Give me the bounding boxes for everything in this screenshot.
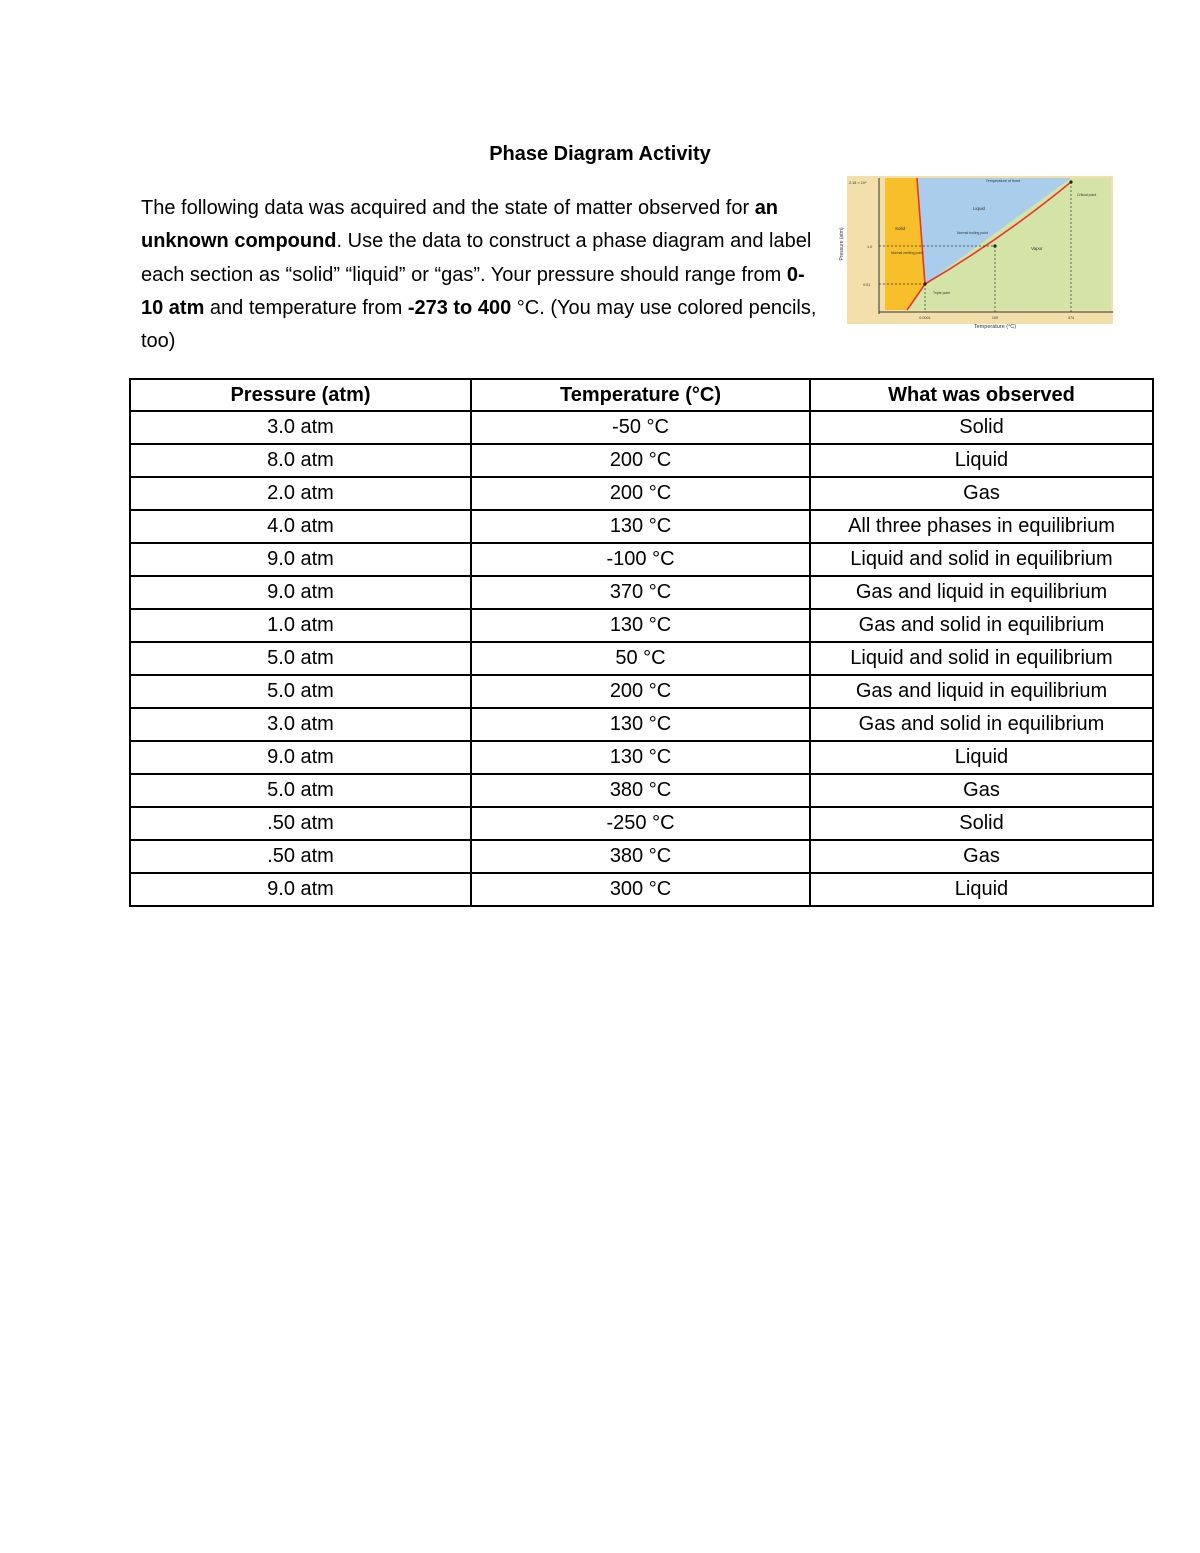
critical-point-marker — [1069, 180, 1072, 183]
cell-observed: All three phases in equilibrium — [810, 510, 1153, 543]
page-title: Phase Diagram Activity — [489, 143, 711, 165]
cell-observed: Gas — [810, 774, 1153, 807]
cell-pressure: .50 atm — [130, 840, 471, 873]
table-header-row — [130, 379, 1153, 411]
cell-observed: Gas and solid in equilibrium — [810, 609, 1153, 642]
x-axis-label: Temperature (°C) — [973, 324, 1017, 330]
table-row — [130, 807, 1153, 840]
normal-boiling-label: Normal boiling point — [957, 231, 988, 235]
table-row — [130, 840, 1153, 873]
y-tick-low: 0.01 — [863, 283, 871, 287]
cell-observed: Liquid — [810, 741, 1153, 774]
reference-phase-diagram — [833, 172, 1115, 330]
cell-observed: Liquid and solid in equilibrium — [810, 543, 1153, 576]
x-tick-1: 0.0001 — [919, 316, 931, 320]
cell-temperature: 130 °C — [471, 609, 810, 642]
header-temperature: Temperature (°C) — [471, 379, 810, 411]
normal-melting-label: Normal melting point — [891, 251, 924, 255]
cell-pressure: 9.0 atm — [130, 873, 471, 906]
cell-temperature: 300 °C — [471, 873, 810, 906]
cell-observed: Liquid — [810, 444, 1153, 477]
cell-temperature: 380 °C — [471, 840, 810, 873]
cell-temperature: -250 °C — [471, 807, 810, 840]
cell-pressure: 4.0 atm — [130, 510, 471, 543]
cell-temperature: 370 °C — [471, 576, 810, 609]
triple-point-label: Triple point — [933, 291, 951, 295]
header-pressure: Pressure (atm) — [130, 379, 471, 411]
cell-pressure: 9.0 atm — [130, 543, 471, 576]
region-label-vapor: Vapor — [1031, 246, 1043, 251]
table-row — [130, 675, 1153, 708]
table-row — [130, 873, 1153, 906]
cell-observed: Solid — [810, 411, 1153, 444]
cell-observed: Liquid — [810, 873, 1153, 906]
instructions-text-1: The following data was acquired and the state of matter observed for — [141, 197, 755, 219]
instructions-text-3: and temperature from — [204, 296, 408, 319]
boiling-point-marker — [993, 244, 996, 247]
cell-observed: Gas — [810, 477, 1153, 510]
table-row — [130, 576, 1153, 609]
cell-pressure: 8.0 atm — [130, 444, 471, 477]
instructions-bold-pressure-range: 0-10 atm — [141, 263, 805, 319]
table-row — [130, 411, 1153, 444]
cell-pressure: 9.0 atm — [130, 576, 471, 609]
observation-table — [129, 378, 1154, 907]
instructions-bold-temperature-range: -273 to 400 — [407, 296, 512, 319]
y-tick-top: 2.18 × 10⁴ — [849, 181, 867, 185]
table-row — [130, 708, 1153, 741]
critical-point-label: Critical point — [1077, 193, 1097, 197]
cell-temperature: 50 °C — [471, 642, 810, 675]
instructions-bold-compound: an unknown compound — [141, 197, 779, 253]
instructions-paragraph — [141, 192, 821, 358]
cell-pressure: 2.0 atm — [130, 477, 471, 510]
cell-pressure: 3.0 atm — [130, 708, 471, 741]
cell-pressure: 5.0 atm — [130, 642, 471, 675]
cell-observed: Solid — [810, 807, 1153, 840]
cell-temperature: 200 °C — [471, 477, 810, 510]
x-tick-2: 100 — [991, 316, 999, 320]
cell-temperature: 130 °C — [471, 708, 810, 741]
cell-pressure: .50 atm — [130, 807, 471, 840]
cell-temperature: 200 °C — [471, 675, 810, 708]
cell-observed: Gas and solid in equilibrium — [810, 708, 1153, 741]
x-tick-3: 374 — [1067, 316, 1075, 320]
table-row — [130, 477, 1153, 510]
cell-temperature: 130 °C — [471, 741, 810, 774]
table-row — [130, 741, 1153, 774]
cell-pressure: 3.0 atm — [130, 411, 471, 444]
cell-pressure: 5.0 atm — [130, 675, 471, 708]
table-row — [130, 774, 1153, 807]
cell-observed: Liquid and solid in equilibrium — [810, 642, 1153, 675]
header-observed: What was observed — [810, 379, 1153, 411]
table-row — [130, 444, 1153, 477]
table-row — [130, 510, 1153, 543]
cell-observed: Gas and liquid in equilibrium — [810, 675, 1153, 708]
top-label: Temperature of fixed — [985, 179, 1021, 183]
table-row — [130, 642, 1153, 675]
cell-pressure: 9.0 atm — [130, 741, 471, 774]
region-label-solid: Solid — [895, 226, 906, 231]
cell-pressure: 5.0 atm — [130, 774, 471, 807]
y-tick-mid: 1.0 — [867, 245, 873, 249]
cell-temperature: 200 °C — [471, 444, 810, 477]
cell-temperature: 130 °C — [471, 510, 810, 543]
cell-temperature: 380 °C — [471, 774, 810, 807]
table-row — [130, 609, 1153, 642]
instructions-text-2: . Use the data to construct a phase diagram and label each section as “solid” “liquid” or “gas”. Your pressure should range from — [141, 230, 812, 286]
y-axis-label: Pressure (atm) — [839, 227, 845, 261]
instructions-text-4: °C. (You may use colored pencils, too) — [141, 296, 817, 353]
triple-point-marker — [923, 282, 926, 285]
cell-observed: Gas — [810, 840, 1153, 873]
cell-temperature: -100 °C — [471, 543, 810, 576]
region-label-liquid: Liquid — [973, 206, 986, 211]
cell-pressure: 1.0 atm — [130, 609, 471, 642]
table-row — [130, 543, 1153, 576]
cell-observed: Gas and liquid in equilibrium — [810, 576, 1153, 609]
cell-temperature: -50 °C — [471, 411, 810, 444]
